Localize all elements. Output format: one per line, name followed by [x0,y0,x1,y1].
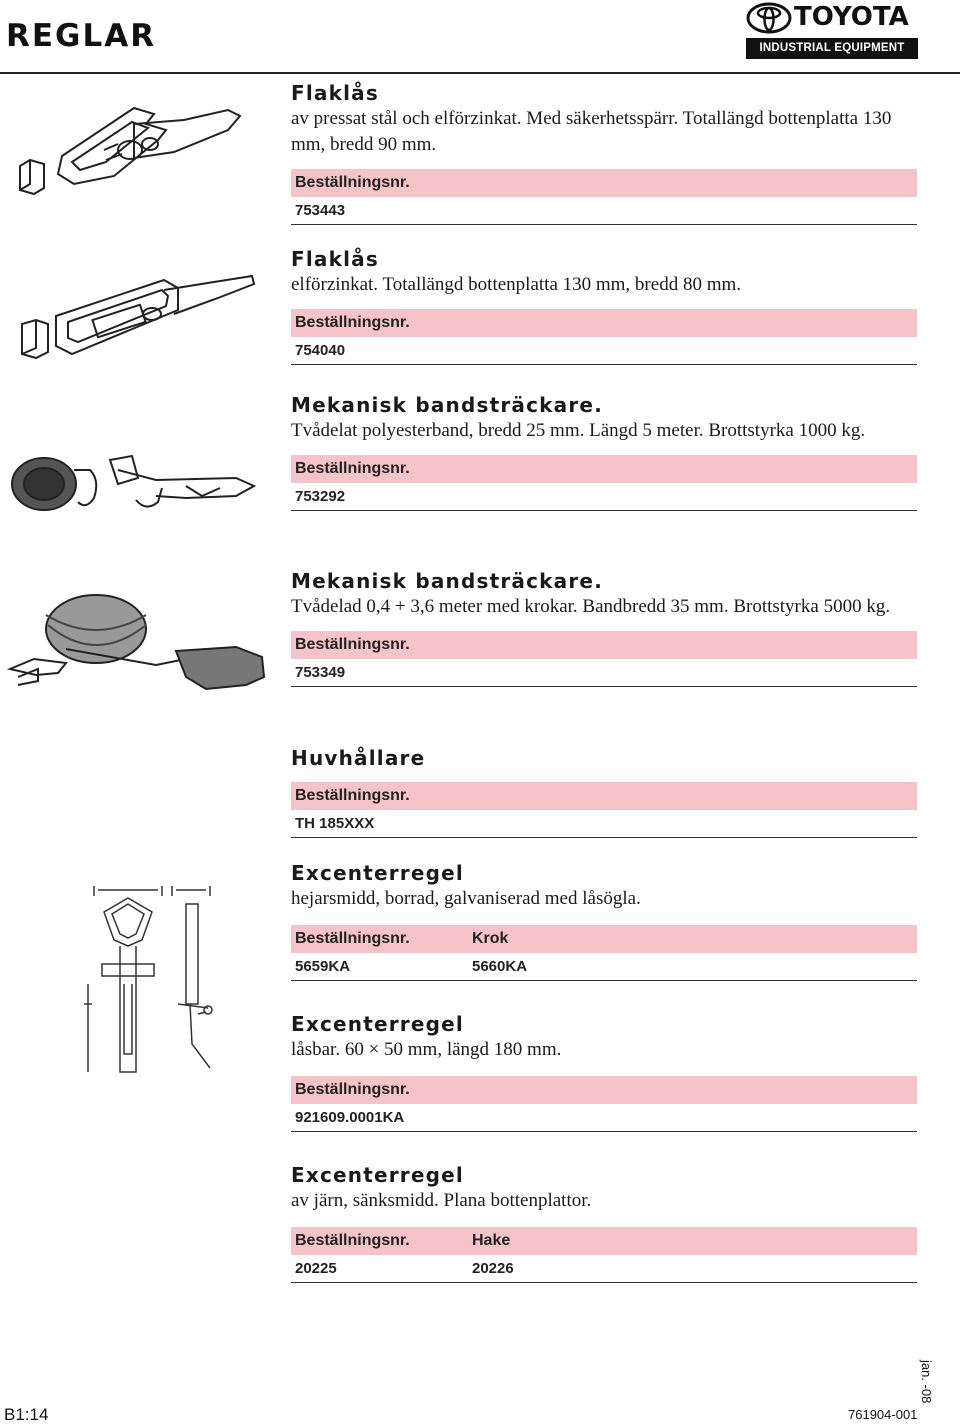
order-column-label: Beställningsnr. [295,314,410,331]
order-value-row [291,337,917,365]
order-value-row [291,197,917,225]
product-description: av järn, sänksmidd. Plana bottenplattor. [291,1190,592,1211]
order-number[interactable]: 753292 [295,488,346,505]
logo-emblem-row [746,2,918,36]
bandstrackare-illustration-2 [6,585,268,697]
product-bandstrackare-2 [291,568,917,687]
product-flaklas-1 [291,80,917,225]
product-title: Mekanisk bandsträckare. [291,569,603,593]
order-value-row [291,953,917,981]
order-number[interactable]: 753443 [295,202,346,219]
toyota-logo [746,2,918,60]
product-description: låsbar. 60 × 50 mm, längd 180 mm. [291,1039,562,1060]
order-header-row [291,1076,917,1104]
order-header-row [291,455,917,483]
order-column-label: Beställningsnr. [295,1232,410,1249]
excenterregel-technical-drawing [80,884,296,1076]
product-description: Tvådelat polyesterband, bredd 25 mm. Längd 5 meter. Brottstyrka 1000 kg. [291,420,866,441]
product-description: hejarsmidd, borrad, galvaniserad med låsögla. [291,888,641,909]
header-rule [0,72,960,74]
product-title: Excenterregel [291,861,464,885]
order-number-krok[interactable]: 5660KA [472,958,528,975]
order-value-row [291,659,917,687]
order-number[interactable]: 921609.0001KA [295,1109,405,1126]
order-column-label: Beställningsnr. [295,636,410,653]
order-number-hake[interactable]: 20226 [472,1260,514,1277]
order-column-label: Beställningsnr. [295,930,410,947]
product-bandstrackare-1 [291,392,917,511]
bandstrackare-illustration-1 [6,440,256,520]
product-excenterregel-1 [291,860,917,981]
product-description: Tvådelad 0,4 + 3,6 meter med krokar. Bandbredd 35 mm. Brottstyrka 5000 kg. [291,596,891,617]
order-header-row [291,1227,917,1255]
logo-wordmark: TOYOTA [794,2,909,32]
order-column-label: Beställningsnr. [295,460,410,477]
order-column-label-krok: Krok [472,930,509,947]
order-value-row [291,810,917,838]
order-number[interactable]: 753349 [295,664,346,681]
product-huvhallare [291,745,917,838]
order-header-row [291,309,917,337]
order-header-row [291,782,917,810]
flaklas-illustration-2 [14,268,260,368]
product-title: Excenterregel [291,1163,464,1187]
product-description: elförzinkat. Totallängd bottenplatta 130 mm, bredd 80 mm. [291,274,741,295]
order-number[interactable]: 5659KA [295,958,351,975]
document-number: 761904-001 [848,1407,918,1422]
product-flaklas-2 [291,246,917,365]
order-column-label: Beställningsnr. [295,787,410,804]
order-header-row [291,925,917,953]
order-column-label: Beställningsnr. [295,174,410,191]
product-title: Flaklås [291,81,379,105]
page-number: B1:14 [4,1405,49,1424]
product-title: Flaklås [291,247,379,271]
product-title: Mekanisk bandsträckare. [291,393,603,417]
order-value-row [291,483,917,511]
order-column-label: Beställningsnr. [295,1081,410,1098]
order-number[interactable]: 20225 [295,1260,337,1277]
order-number[interactable]: 754040 [295,342,346,359]
flaklas-illustration-1 [14,100,246,200]
order-value-row [291,1104,917,1132]
order-header-row [291,169,917,197]
product-excenterregel-3 [291,1162,917,1283]
order-number[interactable]: TH 185XXX [295,815,375,832]
page-header [0,0,960,78]
toyota-emblem-icon [746,2,792,34]
order-header-row [291,631,917,659]
order-column-label-hake: Hake [472,1232,511,1249]
order-value-row [291,1255,917,1283]
logo-subtitle: INDUSTRIAL EQUIPMENT [746,38,918,59]
page-title: REGLAR [6,18,157,54]
product-title: Excenterregel [291,1012,464,1036]
product-title: Huvhållare [291,746,426,770]
product-excenterregel-2 [291,1011,917,1132]
product-description: av pressat stål och elförzinkat. Med säkerhetsspärr. Totallängd bottenplatta 130 mm, bredd 90 mm. [291,108,892,155]
revision-date: jan. -08 [919,1360,934,1404]
